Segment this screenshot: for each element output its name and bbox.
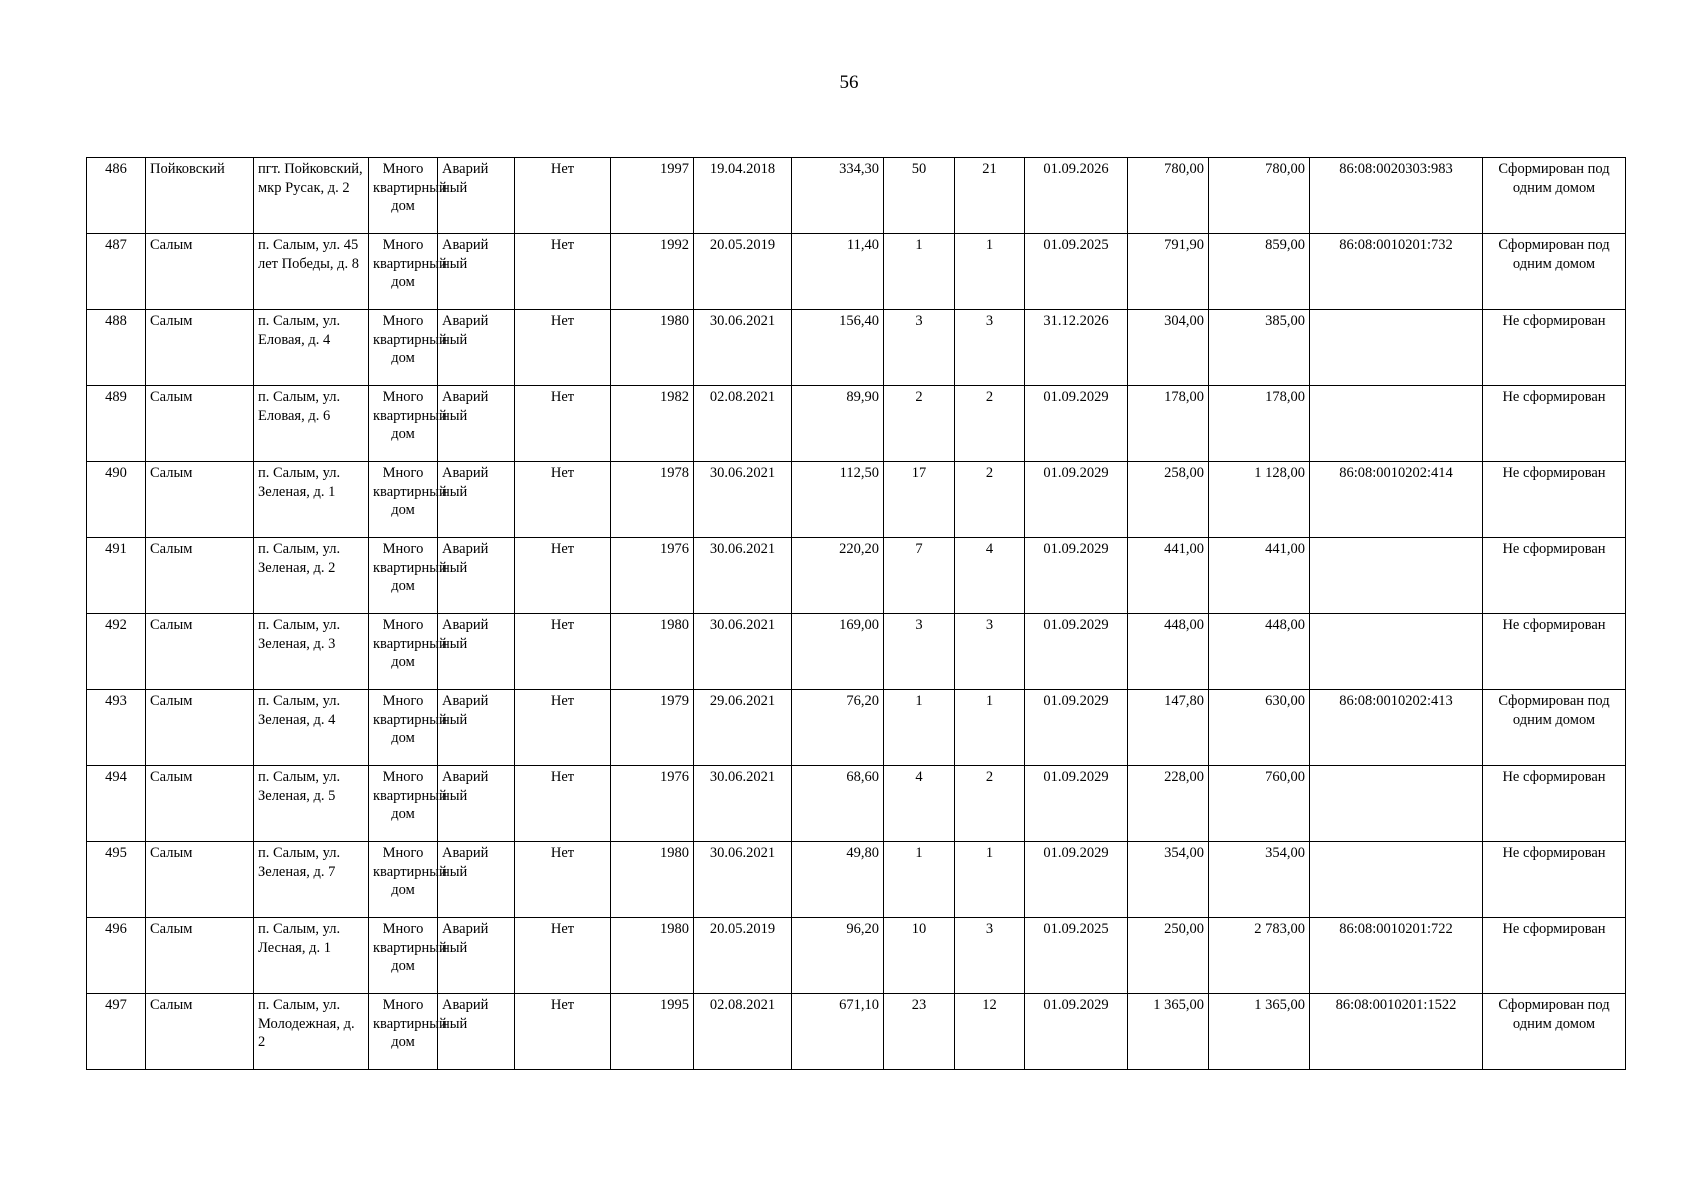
- area-cell: 76,20: [792, 690, 884, 766]
- row-number-cell: 491: [87, 538, 146, 614]
- page-number: 56: [839, 72, 859, 93]
- deadline-cell: 31.12.2026: [1025, 310, 1128, 386]
- year-cell: 1995: [611, 994, 694, 1070]
- year-cell: 1980: [611, 918, 694, 994]
- settlement-cell: Салым: [146, 994, 254, 1070]
- land-status-cell: Сформирован под одним домом: [1483, 234, 1626, 310]
- cadastral-number-cell: 86:08:0010201:722: [1310, 918, 1483, 994]
- land-status-cell: Не сформирован: [1483, 462, 1626, 538]
- land-status-cell: Сформирован под одним домом: [1483, 994, 1626, 1070]
- settlement-cell: Салым: [146, 766, 254, 842]
- residents-cell: 17: [884, 462, 955, 538]
- table-row: [87, 766, 1626, 842]
- settlement-cell: Салым: [146, 918, 254, 994]
- area-cell: 49,80: [792, 842, 884, 918]
- area2-cell: 448,00: [1128, 614, 1209, 690]
- apartments-cell: 21: [955, 158, 1025, 234]
- table-row: [87, 158, 1626, 234]
- condition-cell: Аварий ный: [438, 690, 515, 766]
- deadline-cell: 01.09.2029: [1025, 842, 1128, 918]
- table-row: [87, 234, 1626, 310]
- area-cell: 89,90: [792, 386, 884, 462]
- table-row: [87, 386, 1626, 462]
- deadline-cell: 01.09.2029: [1025, 690, 1128, 766]
- date-cell: 30.06.2021: [694, 614, 792, 690]
- flag-cell: Нет: [515, 994, 611, 1070]
- area2-cell: 354,00: [1128, 842, 1209, 918]
- area3-cell: 1 365,00: [1209, 994, 1310, 1070]
- area3-cell: 354,00: [1209, 842, 1310, 918]
- housing-registry-table: [86, 157, 1626, 1070]
- land-status-cell: Не сформирован: [1483, 918, 1626, 994]
- row-number-cell: 490: [87, 462, 146, 538]
- residents-cell: 4: [884, 766, 955, 842]
- land-status-cell: Сформирован под одним домом: [1483, 158, 1626, 234]
- area-cell: 112,50: [792, 462, 884, 538]
- area3-cell: 385,00: [1209, 310, 1310, 386]
- cadastral-number-cell: [1310, 538, 1483, 614]
- date-cell: 30.06.2021: [694, 766, 792, 842]
- residents-cell: 1: [884, 842, 955, 918]
- building-type-cell: Много квартирный дом: [369, 842, 438, 918]
- cadastral-number-cell: 86:08:0010202:413: [1310, 690, 1483, 766]
- flag-cell: Нет: [515, 918, 611, 994]
- area-cell: 68,60: [792, 766, 884, 842]
- row-number-cell: 495: [87, 842, 146, 918]
- condition-cell: Аварий ный: [438, 842, 515, 918]
- area3-cell: 441,00: [1209, 538, 1310, 614]
- row-number-cell: 496: [87, 918, 146, 994]
- area3-cell: 448,00: [1209, 614, 1310, 690]
- deadline-cell: 01.09.2029: [1025, 538, 1128, 614]
- building-type-cell: Много квартирный дом: [369, 690, 438, 766]
- area3-cell: 780,00: [1209, 158, 1310, 234]
- year-cell: 1978: [611, 462, 694, 538]
- settlement-cell: Пойковский: [146, 158, 254, 234]
- apartments-cell: 3: [955, 918, 1025, 994]
- area-cell: 156,40: [792, 310, 884, 386]
- table-body: [87, 158, 1626, 1070]
- land-status-cell: Сформирован под одним домом: [1483, 690, 1626, 766]
- area3-cell: 178,00: [1209, 386, 1310, 462]
- flag-cell: Нет: [515, 614, 611, 690]
- area2-cell: 258,00: [1128, 462, 1209, 538]
- residents-cell: 3: [884, 310, 955, 386]
- table-row: [87, 538, 1626, 614]
- date-cell: 20.05.2019: [694, 918, 792, 994]
- apartments-cell: 4: [955, 538, 1025, 614]
- condition-cell: Аварий ный: [438, 310, 515, 386]
- residents-cell: 1: [884, 690, 955, 766]
- address-cell: п. Салым, ул. Зеленая, д. 4: [254, 690, 369, 766]
- table-row: [87, 994, 1626, 1070]
- table-row: [87, 462, 1626, 538]
- area-cell: 169,00: [792, 614, 884, 690]
- table-row: [87, 614, 1626, 690]
- row-number-cell: 488: [87, 310, 146, 386]
- cadastral-number-cell: [1310, 614, 1483, 690]
- area-cell: 96,20: [792, 918, 884, 994]
- land-status-cell: Не сформирован: [1483, 842, 1626, 918]
- table-row: [87, 690, 1626, 766]
- condition-cell: Аварий ный: [438, 386, 515, 462]
- flag-cell: Нет: [515, 158, 611, 234]
- area2-cell: 441,00: [1128, 538, 1209, 614]
- area2-cell: 178,00: [1128, 386, 1209, 462]
- cadastral-number-cell: 86:08:0010201:732: [1310, 234, 1483, 310]
- deadline-cell: 01.09.2029: [1025, 766, 1128, 842]
- cadastral-number-cell: [1310, 310, 1483, 386]
- area3-cell: 859,00: [1209, 234, 1310, 310]
- cadastral-number-cell: 86:08:0010202:414: [1310, 462, 1483, 538]
- building-type-cell: Много квартирный дом: [369, 158, 438, 234]
- residents-cell: 10: [884, 918, 955, 994]
- residents-cell: 2: [884, 386, 955, 462]
- apartments-cell: 2: [955, 766, 1025, 842]
- area3-cell: 760,00: [1209, 766, 1310, 842]
- year-cell: 1997: [611, 158, 694, 234]
- land-status-cell: Не сформирован: [1483, 538, 1626, 614]
- row-number-cell: 486: [87, 158, 146, 234]
- area-cell: 334,30: [792, 158, 884, 234]
- residents-cell: 1: [884, 234, 955, 310]
- date-cell: 30.06.2021: [694, 310, 792, 386]
- date-cell: 20.05.2019: [694, 234, 792, 310]
- deadline-cell: 01.09.2025: [1025, 234, 1128, 310]
- date-cell: 30.06.2021: [694, 462, 792, 538]
- building-type-cell: Много квартирный дом: [369, 614, 438, 690]
- apartments-cell: 3: [955, 310, 1025, 386]
- settlement-cell: Салым: [146, 462, 254, 538]
- building-type-cell: Много квартирный дом: [369, 462, 438, 538]
- residents-cell: 7: [884, 538, 955, 614]
- deadline-cell: 01.09.2029: [1025, 994, 1128, 1070]
- apartments-cell: 1: [955, 842, 1025, 918]
- flag-cell: Нет: [515, 690, 611, 766]
- settlement-cell: Салым: [146, 310, 254, 386]
- cadastral-number-cell: 86:08:0020303:983: [1310, 158, 1483, 234]
- row-number-cell: 489: [87, 386, 146, 462]
- building-type-cell: Много квартирный дом: [369, 994, 438, 1070]
- year-cell: 1976: [611, 766, 694, 842]
- area2-cell: 147,80: [1128, 690, 1209, 766]
- apartments-cell: 2: [955, 386, 1025, 462]
- date-cell: 02.08.2021: [694, 994, 792, 1070]
- condition-cell: Аварий ный: [438, 766, 515, 842]
- building-type-cell: Много квартирный дом: [369, 918, 438, 994]
- deadline-cell: 01.09.2029: [1025, 462, 1128, 538]
- address-cell: п. Салым, ул. Зеленая, д. 7: [254, 842, 369, 918]
- area2-cell: 228,00: [1128, 766, 1209, 842]
- condition-cell: Аварий ный: [438, 538, 515, 614]
- building-type-cell: Много квартирный дом: [369, 310, 438, 386]
- address-cell: п. Салым, ул. Еловая, д. 6: [254, 386, 369, 462]
- year-cell: 1980: [611, 310, 694, 386]
- date-cell: 19.04.2018: [694, 158, 792, 234]
- condition-cell: Аварий ный: [438, 462, 515, 538]
- address-cell: пгт. Пойковский, мкр Русак, д. 2: [254, 158, 369, 234]
- row-number-cell: 487: [87, 234, 146, 310]
- land-status-cell: Не сформирован: [1483, 386, 1626, 462]
- building-type-cell: Много квартирный дом: [369, 766, 438, 842]
- land-status-cell: Не сформирован: [1483, 614, 1626, 690]
- flag-cell: Нет: [515, 310, 611, 386]
- condition-cell: Аварий ный: [438, 234, 515, 310]
- area-cell: 671,10: [792, 994, 884, 1070]
- building-type-cell: Много квартирный дом: [369, 234, 438, 310]
- settlement-cell: Салым: [146, 234, 254, 310]
- year-cell: 1982: [611, 386, 694, 462]
- flag-cell: Нет: [515, 766, 611, 842]
- condition-cell: Аварий ный: [438, 918, 515, 994]
- settlement-cell: Салым: [146, 842, 254, 918]
- date-cell: 29.06.2021: [694, 690, 792, 766]
- apartments-cell: 1: [955, 234, 1025, 310]
- cadastral-number-cell: [1310, 766, 1483, 842]
- apartments-cell: 12: [955, 994, 1025, 1070]
- address-cell: п. Салым, ул. Зеленая, д. 2: [254, 538, 369, 614]
- table-row: [87, 842, 1626, 918]
- residents-cell: 23: [884, 994, 955, 1070]
- settlement-cell: Салым: [146, 690, 254, 766]
- apartments-cell: 3: [955, 614, 1025, 690]
- land-status-cell: Не сформирован: [1483, 766, 1626, 842]
- table-row: [87, 918, 1626, 994]
- area3-cell: 2 783,00: [1209, 918, 1310, 994]
- address-cell: п. Салым, ул. Зеленая, д. 1: [254, 462, 369, 538]
- address-cell: п. Салым, ул. Зеленая, д. 3: [254, 614, 369, 690]
- settlement-cell: Салым: [146, 386, 254, 462]
- land-status-cell: Не сформирован: [1483, 310, 1626, 386]
- row-number-cell: 493: [87, 690, 146, 766]
- date-cell: 30.06.2021: [694, 538, 792, 614]
- row-number-cell: 492: [87, 614, 146, 690]
- year-cell: 1980: [611, 614, 694, 690]
- year-cell: 1992: [611, 234, 694, 310]
- condition-cell: Аварий ный: [438, 614, 515, 690]
- address-cell: п. Салым, ул. Еловая, д. 4: [254, 310, 369, 386]
- area2-cell: 791,90: [1128, 234, 1209, 310]
- area3-cell: 1 128,00: [1209, 462, 1310, 538]
- building-type-cell: Много квартирный дом: [369, 386, 438, 462]
- condition-cell: Аварий ный: [438, 994, 515, 1070]
- area2-cell: 304,00: [1128, 310, 1209, 386]
- flag-cell: Нет: [515, 538, 611, 614]
- row-number-cell: 497: [87, 994, 146, 1070]
- flag-cell: Нет: [515, 386, 611, 462]
- cadastral-number-cell: [1310, 842, 1483, 918]
- area3-cell: 630,00: [1209, 690, 1310, 766]
- flag-cell: Нет: [515, 842, 611, 918]
- cadastral-number-cell: [1310, 386, 1483, 462]
- address-cell: п. Салым, ул. Молодежная, д. 2: [254, 994, 369, 1070]
- area2-cell: 1 365,00: [1128, 994, 1209, 1070]
- area-cell: 11,40: [792, 234, 884, 310]
- date-cell: 30.06.2021: [694, 842, 792, 918]
- apartments-cell: 1: [955, 690, 1025, 766]
- apartments-cell: 2: [955, 462, 1025, 538]
- year-cell: 1980: [611, 842, 694, 918]
- deadline-cell: 01.09.2025: [1025, 918, 1128, 994]
- address-cell: п. Салым, ул. Зеленая, д. 5: [254, 766, 369, 842]
- year-cell: 1976: [611, 538, 694, 614]
- address-cell: п. Салым, ул. 45 лет Победы, д. 8: [254, 234, 369, 310]
- flag-cell: Нет: [515, 462, 611, 538]
- settlement-cell: Салым: [146, 538, 254, 614]
- building-type-cell: Много квартирный дом: [369, 538, 438, 614]
- cadastral-number-cell: 86:08:0010201:1522: [1310, 994, 1483, 1070]
- condition-cell: Аварий ный: [438, 158, 515, 234]
- year-cell: 1979: [611, 690, 694, 766]
- area-cell: 220,20: [792, 538, 884, 614]
- deadline-cell: 01.09.2029: [1025, 614, 1128, 690]
- area2-cell: 250,00: [1128, 918, 1209, 994]
- flag-cell: Нет: [515, 234, 611, 310]
- residents-cell: 3: [884, 614, 955, 690]
- table-row: [87, 310, 1626, 386]
- address-cell: п. Салым, ул. Лесная, д. 1: [254, 918, 369, 994]
- settlement-cell: Салым: [146, 614, 254, 690]
- date-cell: 02.08.2021: [694, 386, 792, 462]
- deadline-cell: 01.09.2029: [1025, 386, 1128, 462]
- area2-cell: 780,00: [1128, 158, 1209, 234]
- deadline-cell: 01.09.2026: [1025, 158, 1128, 234]
- residents-cell: 50: [884, 158, 955, 234]
- row-number-cell: 494: [87, 766, 146, 842]
